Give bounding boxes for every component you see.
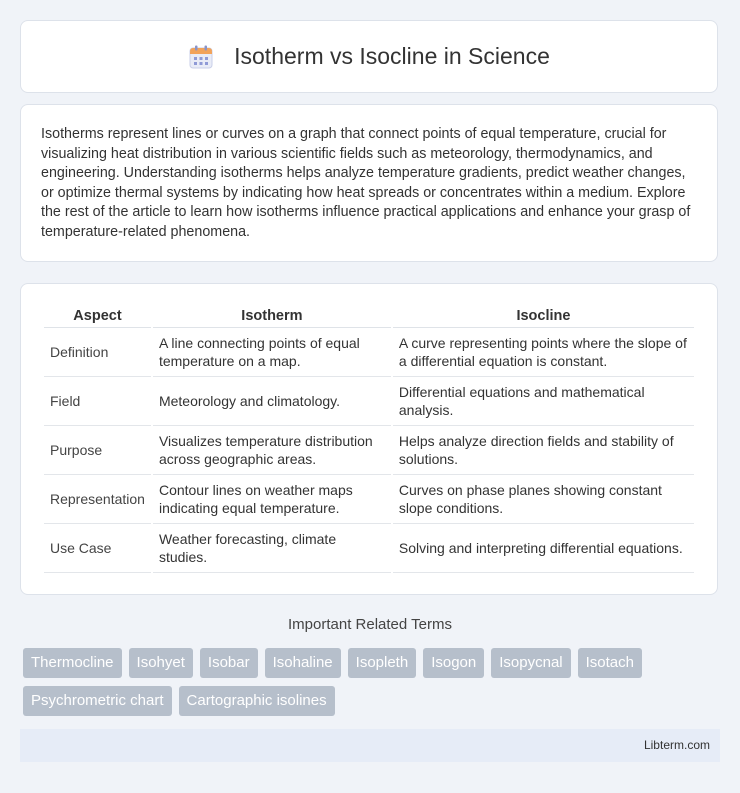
comparison-table	[42, 304, 696, 573]
comparison-table-card	[20, 283, 718, 595]
tag-isohaline[interactable]: Isohaline	[265, 648, 341, 678]
table-cell-aspect: Representation	[44, 475, 151, 524]
tag-thermocline[interactable]: Thermocline	[23, 648, 122, 678]
table-cell-aspect: Use Case	[44, 524, 151, 573]
table-header-isotherm: Isotherm	[153, 304, 391, 328]
table-row	[44, 426, 694, 475]
tag-isogon[interactable]: Isogon	[423, 648, 484, 678]
tag-isohyet[interactable]: Isohyet	[129, 648, 193, 678]
table-cell-isocline: A curve representing points where the slope of a differential equation is constant.	[393, 328, 694, 377]
table-cell-isocline: Helps analyze direction fields and stability of solutions.	[393, 426, 694, 475]
table-row	[44, 377, 694, 426]
tag-isobar[interactable]: Isobar	[200, 648, 258, 678]
table-cell-isocline: Solving and interpreting differential equations.	[393, 524, 694, 573]
table-row	[44, 524, 694, 573]
intro-paragraph: Isotherms represent lines or curves on a graph that connect points of equal temperature, crucial for visualizing heat distribution in various scientific fields such as meteorology, thermodynamics, and engineering. Understanding isotherms helps analyze temperature gradients, predict weather changes, or optimize thermal systems by indicating how heat spreads or concentrates within a medium. Explore the rest of the article to learn how isotherms influence practical applications and enhance your grasp of temperature-related phenomena.	[41, 126, 691, 240]
tag-isopycnal[interactable]: Isopycnal	[491, 648, 570, 678]
tag-isotach[interactable]: Isotach	[578, 648, 642, 678]
header-card	[20, 20, 718, 93]
tag-psychrometric-chart[interactable]: Psychrometric chart	[23, 686, 172, 716]
footer-site-link[interactable]: Libterm.com	[643, 738, 710, 752]
table-cell-isotherm: Weather forecasting, climate studies.	[153, 524, 391, 573]
table-cell-aspect: Purpose	[44, 426, 151, 475]
tag-cartographic-isolines[interactable]: Cartographic isolines	[179, 686, 335, 716]
footer	[20, 729, 720, 762]
table-cell-isocline: Curves on phase planes showing constant slope conditions.	[393, 475, 694, 524]
table-row	[44, 328, 694, 377]
table-cell-isocline: Differential equations and mathematical analysis.	[393, 377, 694, 426]
page-title: Isotherm vs Isocline in Science	[234, 43, 550, 69]
table-cell-aspect: Field	[44, 377, 151, 426]
tag-isopleth[interactable]: Isopleth	[348, 648, 417, 678]
table-header-isocline: Isocline	[393, 304, 694, 328]
calendar-icon	[188, 44, 214, 70]
table-cell-aspect: Definition	[44, 328, 151, 377]
table-cell-isotherm: Meteorology and climatology.	[153, 377, 391, 426]
related-terms-tags	[23, 648, 723, 716]
table-header-row	[44, 304, 694, 328]
table-header-aspect: Aspect	[44, 304, 151, 328]
table-cell-isotherm: A line connecting points of equal temperature on a map.	[153, 328, 391, 377]
related-terms-title: Important Related Terms	[288, 616, 452, 633]
intro-card	[20, 104, 718, 262]
table-cell-isotherm: Visualizes temperature distribution across geographic areas.	[153, 426, 391, 475]
table-row	[44, 475, 694, 524]
table-cell-isotherm: Contour lines on weather maps indicating equal temperature.	[153, 475, 391, 524]
